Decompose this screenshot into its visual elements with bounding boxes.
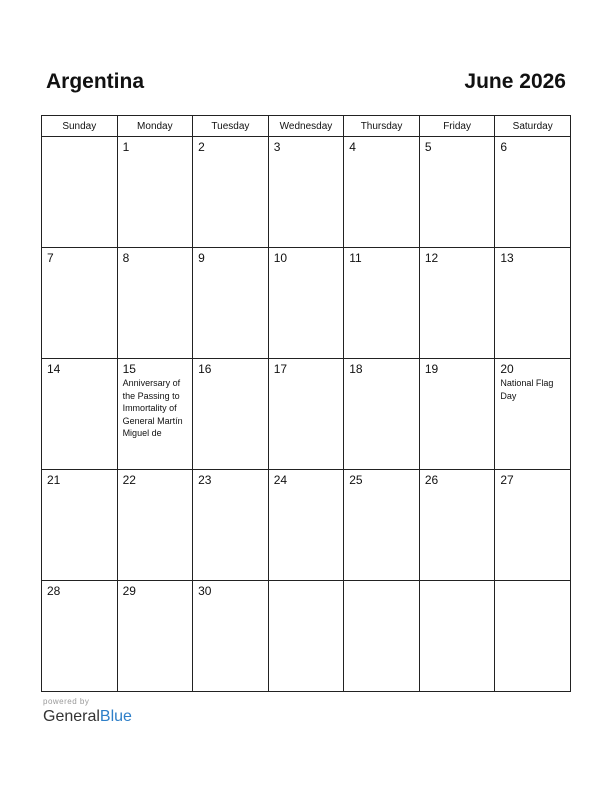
holiday-label — [42, 487, 117, 488]
brand-general-text: General — [43, 708, 100, 725]
day-number: 13 — [500, 251, 514, 265]
day-number: 1 — [122, 140, 130, 154]
day-cell — [344, 248, 420, 359]
holiday-label — [118, 598, 193, 599]
country-title: Argentina — [46, 70, 145, 93]
week-row — [42, 248, 571, 359]
week-row — [42, 581, 571, 692]
day-cell — [117, 581, 193, 692]
holiday-label — [269, 376, 344, 377]
day-cell — [495, 470, 571, 581]
holiday-label — [420, 487, 495, 488]
day-number: 14 — [47, 362, 61, 376]
day-number: 15 — [122, 362, 136, 376]
day-number: 19 — [424, 362, 439, 376]
weekday-header-row — [42, 116, 571, 137]
day-cell — [268, 137, 344, 248]
footer-branding — [43, 697, 132, 727]
holiday-label — [495, 487, 570, 488]
day-cell — [419, 248, 495, 359]
day-number: 22 — [122, 473, 136, 487]
day-cell — [419, 359, 495, 470]
day-number: 2 — [198, 140, 205, 154]
day-cell — [344, 359, 420, 470]
day-number: 18 — [349, 362, 363, 376]
holiday-label — [193, 154, 268, 155]
day-cell — [117, 470, 193, 581]
weekday-tuesday: Tuesday — [193, 116, 269, 137]
day-number: 24 — [273, 473, 288, 487]
day-number: 9 — [198, 251, 205, 265]
holiday-label — [495, 154, 570, 155]
holiday-label — [344, 265, 419, 266]
holiday-label — [495, 265, 570, 266]
week-row — [42, 137, 571, 248]
holiday-label: Anniversary of the Passing to Immortality of General Martín Miguel de — [122, 378, 183, 438]
day-number: 12 — [424, 251, 439, 265]
day-cell — [268, 359, 344, 470]
day-number: 29 — [122, 584, 136, 598]
calendar-grid — [41, 115, 571, 692]
holiday-label — [193, 598, 268, 599]
day-cell — [117, 248, 193, 359]
holiday-label — [193, 487, 268, 488]
weekday-friday: Friday — [419, 116, 495, 137]
day-number: 30 — [198, 584, 212, 598]
day-number: 28 — [47, 584, 61, 598]
day-number: 5 — [424, 140, 432, 154]
holiday-label — [42, 265, 117, 266]
holiday-label — [193, 376, 268, 377]
weekday-wednesday: Wednesday — [268, 116, 344, 137]
day-number: 10 — [273, 251, 288, 265]
day-number: 23 — [198, 473, 212, 487]
day-cell — [344, 137, 420, 248]
day-cell — [268, 248, 344, 359]
day-cell — [42, 470, 118, 581]
day-cell — [495, 248, 571, 359]
day-number: 3 — [273, 140, 281, 154]
week-row — [42, 470, 571, 581]
day-cell — [419, 470, 495, 581]
day-cell — [193, 470, 269, 581]
holiday-label — [420, 265, 495, 266]
holiday-label — [344, 585, 419, 586]
holiday-label — [269, 487, 344, 488]
day-number: 11 — [349, 251, 362, 265]
day-cell — [268, 470, 344, 581]
day-number: 26 — [424, 473, 439, 487]
holiday-label — [420, 376, 495, 377]
day-cell — [42, 137, 118, 248]
holiday-label — [269, 585, 344, 586]
holiday-label — [118, 487, 193, 488]
week-row — [42, 359, 571, 470]
day-number: 4 — [349, 140, 356, 154]
day-number: 27 — [500, 473, 514, 487]
powered-by-label: powered by — [43, 697, 90, 706]
day-number: 8 — [122, 251, 130, 265]
day-cell — [42, 248, 118, 359]
weekday-thursday: Thursday — [344, 116, 420, 137]
day-number: 21 — [47, 473, 61, 487]
holiday-label — [118, 154, 193, 155]
holiday-label — [269, 154, 344, 155]
day-cell — [193, 248, 269, 359]
holiday-label — [42, 376, 117, 377]
day-cell — [495, 359, 571, 470]
holiday-label — [193, 265, 268, 266]
day-number: 6 — [500, 140, 508, 154]
day-cell — [193, 137, 269, 248]
holiday-label — [344, 487, 419, 488]
day-number: 16 — [198, 362, 212, 376]
day-number: 25 — [349, 473, 363, 487]
day-cell — [495, 581, 571, 692]
day-cell — [344, 581, 420, 692]
weekday-saturday: Saturday — [495, 116, 571, 137]
day-cell — [117, 137, 193, 248]
day-cell — [419, 581, 495, 692]
holiday-label — [420, 154, 495, 155]
day-cell — [344, 470, 420, 581]
holiday-label — [344, 376, 419, 377]
brand-logo[interactable] — [43, 707, 132, 727]
holiday-label — [42, 141, 117, 142]
day-cell — [419, 137, 495, 248]
holiday-label — [495, 585, 570, 586]
day-cell — [42, 581, 118, 692]
holiday-label — [118, 265, 193, 266]
day-cell — [268, 581, 344, 692]
weekday-monday: Monday — [117, 116, 193, 137]
day-number: 17 — [273, 362, 288, 376]
day-number: 7 — [47, 251, 54, 265]
month-year-title: June 2026 — [464, 70, 566, 93]
holiday-label — [344, 154, 419, 155]
day-number: 20 — [500, 362, 514, 376]
holiday-label: National Flag Day — [500, 378, 554, 401]
holiday-label — [420, 585, 495, 586]
day-cell — [193, 359, 269, 470]
brand-blue-text: Blue — [99, 708, 132, 725]
day-cell — [117, 359, 193, 470]
holiday-label — [269, 265, 344, 266]
holiday-label — [42, 598, 117, 599]
weekday-sunday: Sunday — [42, 116, 118, 137]
day-cell — [193, 581, 269, 692]
day-cell — [42, 359, 118, 470]
day-cell — [495, 137, 571, 248]
